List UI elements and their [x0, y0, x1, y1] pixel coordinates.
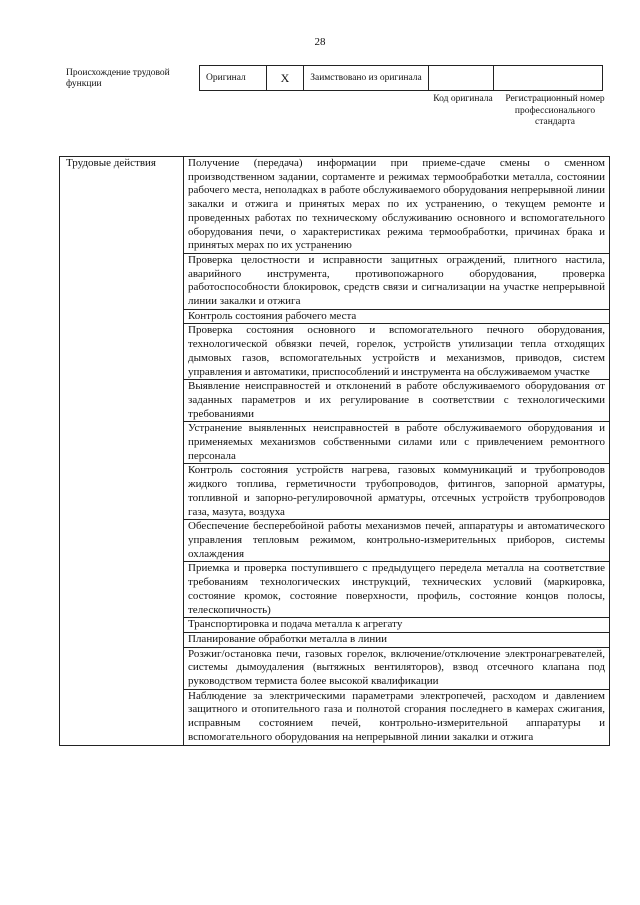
regnum-caption: Регистрационный номер профессионального стандарта — [505, 94, 605, 127]
code-caption: Код оригинала — [433, 94, 493, 104]
original-mark: X — [267, 66, 304, 91]
borrowed-cell: Заимствовано из оригинала — [304, 66, 429, 91]
action-item: Получение (передача) информации при приеме-сдаче смены о сменном производственном задании, сортаменте и режимах термообработки металла, состоянии рабочего места, неполадках в работе обслуживаемого оборудования непрерывной линии закалки и отжига и принятых мерах по их устранению, о текущем ремонте и проведенных работах по техническому обслуживанию основного и вспомогательного оборудования печи, о характеристиках режима термообработки, причинах брака и принятых мерах по их устранению — [184, 157, 610, 254]
labor-actions-table — [59, 156, 610, 746]
regnum-cell — [494, 66, 603, 91]
action-item: Планирование обработки металла в линии — [184, 632, 610, 647]
action-item: Выявление неисправностей и отклонений в работе обслуживаемого оборудования от заданных параметров и их регулирование в соответствии с технологическими требованиями — [184, 380, 610, 422]
origin-table — [199, 65, 603, 91]
action-item: Транспортировка и подача металла к агрегату — [184, 618, 610, 633]
code-cell — [429, 66, 494, 91]
action-item: Приемка и проверка поступившего с предыдущего передела металла на соответствие требованиям технологических инструкций, технических условий (маркировка, состояние кромок, состояние поверхности, профиль, состояние концов полосы, телескопичность) — [184, 562, 610, 618]
action-item: Устранение выявленных неисправностей в работе обслуживаемого оборудования и применяемых механизмов собственными силами или с привлечением ремонтного персонала — [184, 422, 610, 464]
action-item: Контроль состояния рабочего места — [184, 309, 610, 324]
page-number: 28 — [314, 36, 326, 48]
action-item: Проверка целостности и исправности защитных ограждений, плитного настила, аварийного инструмента, противопожарного оборудования, проверка работоспособности блокировок, средств связи и сигнализации на участке непрерывной линии закалки и отжига — [184, 253, 610, 309]
action-item: Контроль состояния устройств нагрева, газовых коммуникаций и трубопроводов жидкого топлива, герметичности трубопроводов, фитингов, запорной арматуры, топливной и запорно-регулировочной арматуры, отсечных устройств трубопроводов газа, мазута, воздуха — [184, 464, 610, 520]
action-item: Розжиг/остановка печи, газовых горелок, включение/отключение электронагревателей, системы дымоудаления (вытяжных вентиляторов), взвод отсечного клапана под руководством термиста более высокой квалификации — [184, 647, 610, 689]
section-heading: Трудовые действия — [60, 157, 184, 746]
table-row — [60, 157, 610, 254]
action-item: Проверка состояния основного и вспомогательного печного оборудования, технологической обвязки печей, горелок, устройств утилизации тепла отходящих дымовых газов, вспомогательных устройств и механизмов, приводов, систем управления и автоматики, приспособлений и инструмента на обслуживаемом участке — [184, 324, 610, 380]
action-item: Наблюдение за электрическими параметрами электропечей, расходом и давлением защитного и отопительного газа и полнотой сгорания последнего в камерах сжигания, исправным состоянием печей, контрольно-измерительной аппаратуры и вспомогательного оборудования на непрерывной линии закалки и отжига — [184, 689, 610, 745]
action-item: Обеспечение бесперебойной работы механизмов печей, аппаратуры и автоматического управления тепловым режимом, контрольно-измерительных приборов, системы охлаждения — [184, 520, 610, 562]
origin-label: Происхождение трудовой функции — [66, 68, 170, 89]
original-cell: Оригинал — [200, 66, 267, 91]
